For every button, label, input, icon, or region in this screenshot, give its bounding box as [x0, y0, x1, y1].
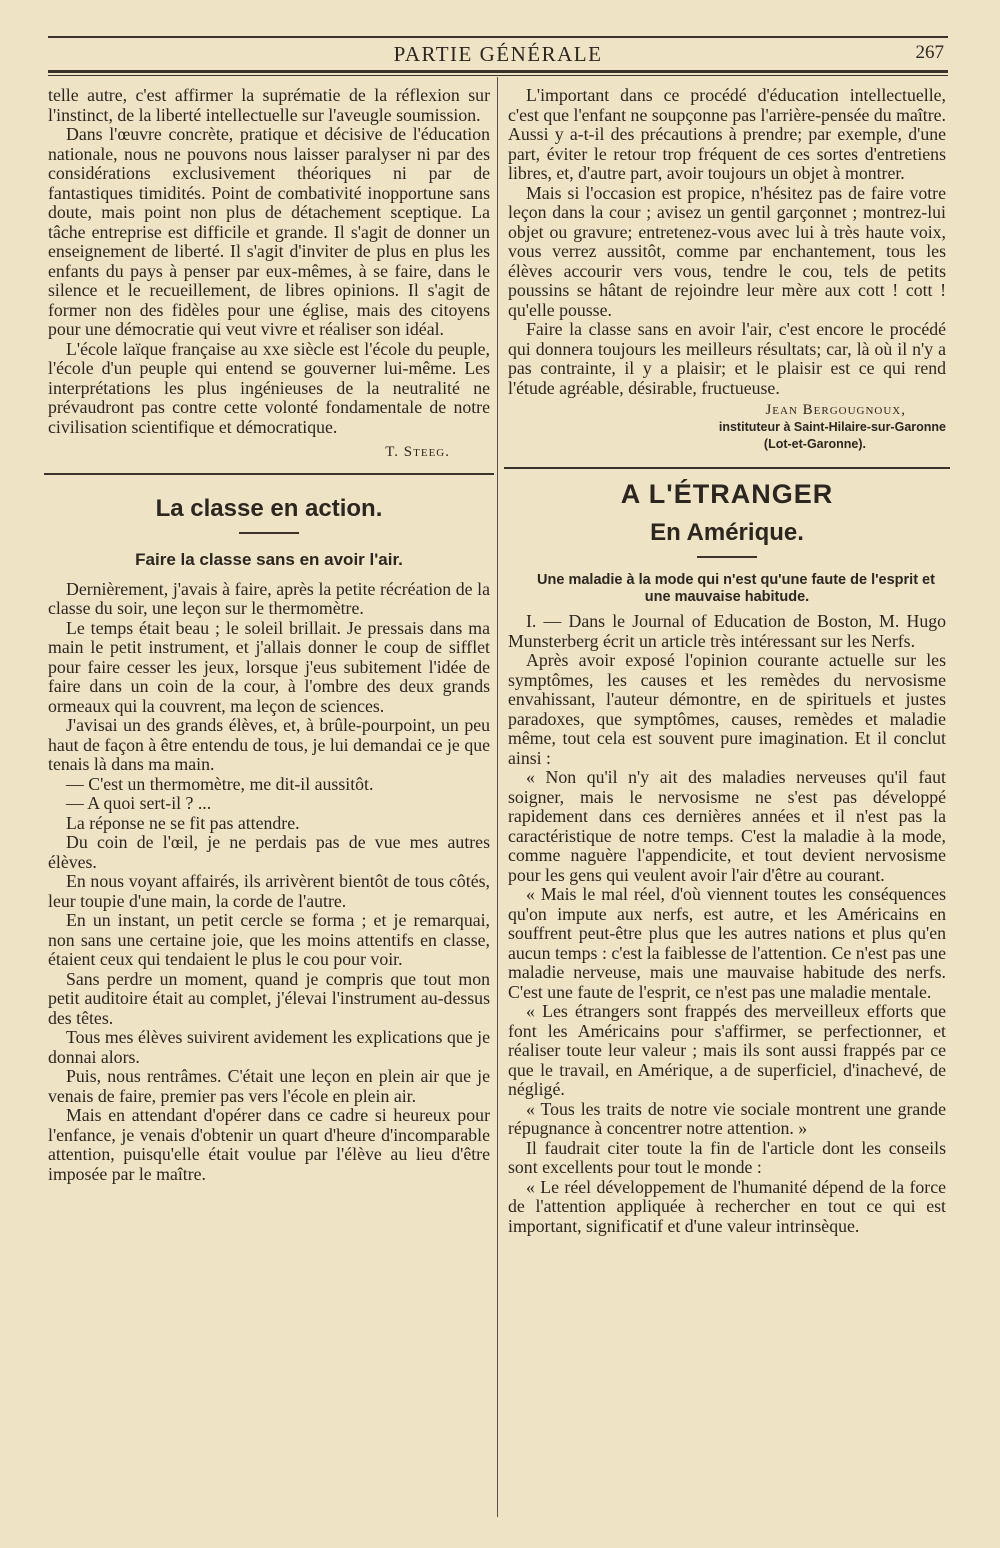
author-name: Jean Bergougnoux, — [765, 402, 906, 418]
header-rule — [48, 70, 948, 73]
author-block — [508, 402, 946, 453]
page-header — [48, 40, 948, 68]
paragraph: — A quoi sert-il ? ... — [66, 793, 212, 813]
paragraph: Du coin de l'œil, je ne perdais pas de vue mes autres élèves. — [48, 832, 490, 872]
signature: T. Steeg. — [385, 444, 450, 460]
paragraph: Après avoir exposé l'opinion courante actuelle sur les symptômes, les causes et les remèdes du nervosisme envahissant, l'auteur démontre, en de spirituels et justes paradoxes, que symptômes, causes, remèdes et maladie même, tout cela est souvent pure imagination. Et il conclut ainsi : — [508, 650, 946, 768]
subsection-title: En Amérique. — [650, 518, 804, 546]
paragraph: « Les étrangers sont frappés des merveilleux efforts que font les Américains pour s'affirmer, se perfectionner, et réaliser toute leur valeur ; mais ils sont aussi frappés par ce que le travail, en Amérique, a de superficiel, d'inachevé, de négligé. — [508, 1001, 946, 1099]
paragraph: « Non qu'il n'y ait des maladies nerveuses qu'il faut soigner, mais le nervosisme ne s'est pas développé rapidement dans ces dernières années et il n'est pas la caractéristique de notre temps. C'est la maladie à la mode, comme naguère l'appendicite, et tout devient nervosisme pour les gens qui veulent avoir l'air d'être au courant. — [508, 767, 946, 885]
paragraph: « Mais le mal réel, d'où viennent toutes les conséquences qu'on impute aux nerfs, est autre, et les Américains en souffrent peut-être plus que les autres nations et plus qu'en aucun temps : c'est la faiblesse de l'attention. Ce n'est pas une maladie nerveuse, mais une mauvaise habitude des nerfs. C'est une faute de l'esprit, ce n'est pas une maladie mentale. — [508, 884, 946, 1002]
paragraph: Tous mes élèves suivirent avidement les explications que je donnai alors. — [48, 1027, 490, 1067]
header-rule-thin — [48, 75, 948, 76]
left-column — [48, 86, 490, 1184]
paragraph: Dernièrement, j'avais à faire, après la petite récréation de la classe du soir, une leçon sur le thermomètre. — [48, 578, 490, 618]
paragraph: Mais en attendant d'opérer dans ce cadre si heureux pour l'enfance, je venais d'obtenir un quart d'heure d'incomparable attention, puisqu'elle était voulue par l'élève au lieu d'être imposée par le maître. — [48, 1105, 490, 1184]
paragraph: En un instant, un petit cercle se forma ; et je remarquai, non sans une certaine joie, que les moins attentifs en classe, étaient ceux qui tendaient le plus le cou pour voir. — [48, 910, 490, 969]
author-place: (Lot-et-Garonne). — [763, 437, 866, 451]
article-lead: Une maladie à la mode qui n'est qu'une faute de l'esprit et une mauvaise habitude. — [537, 572, 935, 605]
paragraph: Le temps était beau ; le soleil brillait. Je pressais dans ma main le petit instrument, et j'allais donner le coup de sifflet pour faire cesser les jeux, lorsque j'eus subitement l'idée de faire dans un coin de la cour, à l'ombre des deux grands ormeaux qui la couvrent, ma leçon de sciences. — [48, 617, 490, 716]
paragraph: Sans perdre un moment, quand je compris que tout mon petit auditoire était au complet, j'élevai l'instrument au-dessus des têtes. — [48, 968, 490, 1028]
paragraph: Il faudrait citer toute la fin de l'article dont les conseils sont excellents pour tout le monde : — [508, 1137, 946, 1177]
running-title: PARTIE GÉNÉRALE — [393, 42, 603, 66]
paragraph: L'important dans ce procédé d'éducation intellectuelle, c'est que l'enfant ne soupçonne pas l'arrière-pensée du maître. Aussi y a-t-il des précautions à prendre; par exemple, d'une part, éviter le retour trop fréquent de ces sortes d'entretiens libres, et, d'autre part, avoir toujours un objet à montrer. — [508, 85, 946, 183]
paragraph: En nous voyant affairés, ils arrivèrent bientôt de tous côtés, leur toupie d'une main, la corde de l'autre. — [48, 871, 490, 911]
paragraph: L'école laïque française au xxe siècle est l'école du peuple, l'école d'un peuple qui entend se gouverner lui-même. Les interprétations les plus ingénieuses de la neutralité ne prévaudront pas contre cette volonté fondamentale de notre civilisation scientifique et démocratique. — [48, 338, 490, 437]
paragraph: « Le réel développement de l'humanité dépend de la force de l'attention appliquée à rechercher en tout ce qui est important, significatif et d'une valeur intrinsèque. — [508, 1176, 946, 1236]
paragraph: Dans l'œuvre concrète, pratique et décisive de l'éducation nationale, nous ne pouvons nous laisser paralyser ni par des considérations exclusivement théoriques ni par de fantastiques timidités. Point de combativité inopportune sans doute, mais point non plus de détachement sceptique. La tâche entreprise est difficile et grande. Il s'agit de donner un enseignement de liberté. Il s'agit d'inviter de plus en plus les enfants du pays à penser par eux-mêmes, à se faire, dans le silence et le recueillement, de libres opinions. Il s'agit de former non des fidèles pour une église, mais des citoyens pour une démocratie qui veut vivre et réaliser son idéal. — [48, 124, 490, 339]
author-role: instituteur à Saint-Hilaire-sur-Garonne — [718, 420, 946, 434]
paragraph: Faire la classe sans en avoir l'air, c'est encore le procédé qui donnera toujours les meilleurs résultats; car, là où il n'y a pas contrainte, il y a plaisir; et le plaisir est ce qui rend l'étude agréable, désirable, fructueuse. — [508, 319, 946, 398]
paragraph: « Tous les traits de notre vie sociale montrent une grande répugnance à concentrer notre attention. » — [508, 1098, 946, 1138]
article-title: Faire la classe sans en avoir l'air. — [135, 550, 403, 569]
paragraph: Mais si l'occasion est propice, n'hésitez pas de faire votre leçon dans la cour ; avisez un gentil garçonnet ; montrez-lui objet ou gravure; entretenez-vous avec lui à très haute voix, vous verrez aussitôt, comme par enchantement, tous les élèves accourir vers vous, tendre le cou, tels de petits poussins se hâtant de rejoindre leur mère aux cott ! cott ! qu'elle pousse. — [508, 182, 946, 320]
paragraph: I. — Dans le Journal of Education de Boston, M. Hugo Munsterberg écrit un article très intéressant sur les Nerfs. — [508, 611, 946, 651]
paragraph: — C'est un thermomètre, me dit-il aussitôt. — [66, 773, 374, 794]
paragraph: Puis, nous rentrâmes. C'était une leçon en plein air que je venais de faire, premier pas vers l'école en plein air. — [48, 1066, 490, 1106]
paragraph: La réponse ne se fit pas attendre. — [66, 812, 300, 833]
right-column — [508, 86, 946, 1236]
section-title: A L'ÉTRANGER — [620, 479, 834, 509]
column-divider — [497, 77, 498, 1517]
paragraph: J'avisai un des grands élèves, et, à brûle-pourpoint, un peu haut de façon à être entendu de tous, je lui demandai ce je que tenais là dans ma main. — [48, 715, 490, 774]
paragraph: telle autre, c'est affirmer la suprématie de la réflexion sur l'instinct, de la liberté intellectuelle sur l'aveugle soumission. — [48, 85, 490, 125]
page-number: 267 — [915, 42, 944, 63]
top-double-rule — [48, 36, 948, 38]
section-title: La classe en action. — [155, 494, 383, 522]
